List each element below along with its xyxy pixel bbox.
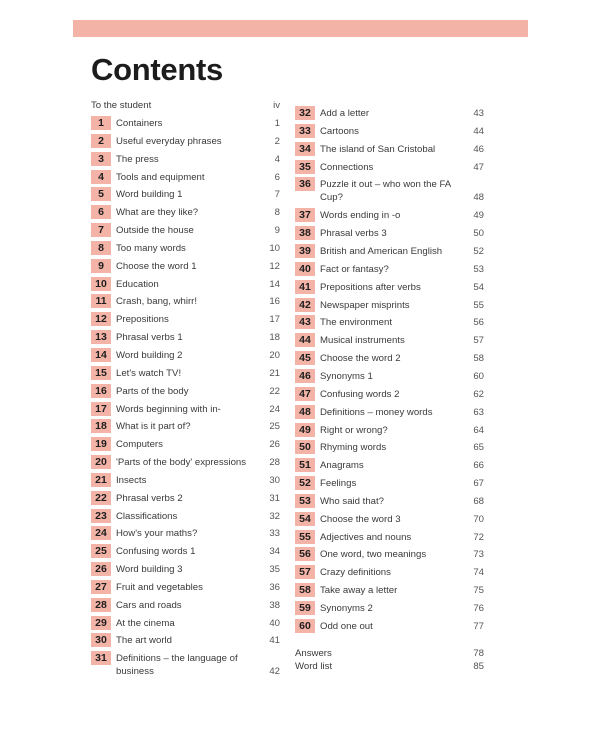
unit-title: The environment: [320, 317, 392, 329]
unit-title: Synonyms 1: [320, 370, 373, 382]
unit-title: Right or wrong?: [320, 424, 388, 436]
unit-page-number: 44: [473, 125, 484, 137]
unit-title: Odd one out: [320, 620, 373, 632]
unit-page-number: 6: [274, 171, 280, 183]
unit-entry[interactable]: [295, 242, 486, 260]
contents-column-right: [295, 104, 486, 635]
unit-number-badge: 15: [91, 366, 111, 380]
unit-page-number: 49: [473, 210, 484, 222]
unit-page-number: 42: [269, 666, 280, 678]
unit-entry[interactable]: [91, 560, 282, 578]
unit-page-number: 65: [473, 442, 484, 454]
unit-entry[interactable]: [91, 310, 282, 328]
contents-column-left: [91, 98, 282, 680]
unit-page-number: 48: [473, 192, 484, 204]
unit-title: How's your maths?: [116, 528, 198, 540]
unit-entry[interactable]: [295, 581, 486, 599]
unit-page-number: 53: [473, 263, 484, 275]
unit-number-badge: 12: [91, 312, 111, 326]
unit-entry[interactable]: [295, 158, 486, 176]
unit-number-badge: 38: [295, 226, 315, 240]
unit-number-badge: 40: [295, 262, 315, 276]
unit-entry[interactable]: [91, 417, 282, 435]
unit-page-number: 16: [269, 296, 280, 308]
unit-entry[interactable]: [295, 313, 486, 331]
unit-entry[interactable]: [91, 221, 282, 239]
unit-title: Prepositions: [116, 314, 169, 326]
unit-title: Tools and equipment: [116, 171, 205, 183]
unit-entry[interactable]: [295, 385, 486, 403]
unit-title: Phrasal verbs 2: [116, 492, 183, 504]
unit-title: At the cinema: [116, 617, 175, 629]
unit-number-badge: 3: [91, 152, 111, 166]
unit-page-number: 21: [269, 367, 280, 379]
unit-number-badge: 51: [295, 458, 315, 472]
unit-number-badge: 33: [295, 124, 315, 138]
unit-title: Choose the word 1: [116, 260, 197, 272]
unit-page-number: 33: [269, 528, 280, 540]
unit-entry[interactable]: [91, 524, 282, 542]
unit-page-number: 36: [269, 581, 280, 593]
unit-entry[interactable]: [295, 403, 486, 421]
unit-page-number: 76: [473, 602, 484, 614]
unit-page-number: 25: [269, 421, 280, 433]
unit-number-badge: 59: [295, 601, 315, 615]
unit-page-number: 72: [473, 531, 484, 543]
unit-page-number: 7: [274, 189, 280, 201]
unit-title: Confusing words 1: [116, 546, 196, 558]
unit-page-number: 17: [269, 314, 280, 326]
unit-title: Rhyming words: [320, 442, 387, 454]
entry-title: To the student: [91, 100, 152, 111]
unit-number-badge: 60: [295, 619, 315, 633]
unit-number-badge: 10: [91, 277, 111, 291]
unit-entry[interactable]: [295, 510, 486, 528]
unit-number-badge: 24: [91, 526, 111, 540]
unit-title: Too many words: [116, 242, 186, 254]
unit-number-badge: 39: [295, 244, 315, 258]
unit-number-badge: 55: [295, 530, 315, 544]
entry-title: Answers: [295, 648, 332, 659]
unit-page-number: 47: [473, 161, 484, 173]
unit-title: The art world: [116, 635, 172, 647]
unit-title: Computers: [116, 439, 163, 451]
unit-title: Let's watch TV!: [116, 367, 182, 379]
unit-page-number: 26: [269, 439, 280, 451]
unit-entry[interactable]: [91, 185, 282, 203]
unit-title: Anagrams: [320, 460, 364, 472]
unit-number-badge: 11: [91, 294, 111, 308]
unit-number-badge: 54: [295, 512, 315, 526]
unit-entry[interactable]: [91, 400, 282, 418]
unit-number-badge: 48: [295, 405, 315, 419]
unit-number-badge: 45: [295, 351, 315, 365]
unit-page-number: 1: [274, 118, 280, 129]
unit-number-badge: 57: [295, 565, 315, 579]
unit-entry[interactable]: [91, 150, 282, 168]
unit-entry[interactable]: [295, 331, 486, 349]
entry-page: 85: [473, 661, 484, 672]
unit-number-badge: 5: [91, 187, 111, 201]
unit-number-badge: 22: [91, 491, 111, 505]
unit-page-number: 9: [274, 225, 280, 237]
unit-number-badge: 50: [295, 440, 315, 454]
unit-page-number: 74: [473, 567, 484, 579]
unit-number-badge: 25: [91, 544, 111, 558]
unit-number-badge: 52: [295, 476, 315, 490]
unit-number-badge: 31: [91, 651, 111, 665]
unit-title: Who said that?: [320, 495, 384, 507]
unit-entry[interactable]: [91, 631, 282, 649]
unit-entry[interactable]: [295, 438, 486, 456]
unit-list-left: [91, 114, 282, 680]
unit-title: Parts of the body: [116, 385, 189, 397]
unit-page-number: 14: [269, 278, 280, 290]
unit-page-number: 2: [274, 135, 280, 147]
unit-entry[interactable]: [295, 140, 486, 158]
unit-entry[interactable]: [295, 367, 486, 385]
unit-title: Connections: [320, 161, 374, 173]
unit-page-number: 66: [473, 460, 484, 472]
unit-page-number: 70: [473, 513, 484, 525]
unit-page-number: 32: [269, 510, 280, 522]
unit-number-badge: 23: [91, 509, 111, 523]
unit-number-badge: 16: [91, 384, 111, 398]
unit-page-number: 18: [269, 332, 280, 344]
unit-number-badge: 14: [91, 348, 111, 362]
unit-page-number: 58: [473, 353, 484, 365]
unit-title: Cartoons: [320, 125, 359, 137]
unit-number-badge: 27: [91, 580, 111, 594]
unit-page-number: 4: [274, 153, 280, 165]
unit-entry[interactable]: [91, 453, 282, 471]
unit-title: Choose the word 2: [320, 353, 401, 365]
unit-number-badge: 21: [91, 473, 111, 487]
unit-entry[interactable]: [295, 206, 486, 224]
unit-number-badge: 8: [91, 241, 111, 255]
unit-page-number: 67: [473, 478, 484, 490]
unit-number-badge: 35: [295, 160, 315, 174]
unit-number-badge: 2: [91, 134, 111, 148]
back-matter: [295, 647, 486, 673]
unit-number-badge: 13: [91, 330, 111, 344]
unit-entry[interactable]: [91, 649, 282, 680]
unit-number-badge: 49: [295, 423, 315, 437]
unit-entry[interactable]: [295, 260, 486, 278]
unit-title: Take away a letter: [320, 585, 398, 597]
unit-page-number: 54: [473, 281, 484, 293]
unit-entry[interactable]: [91, 132, 282, 150]
unit-page-number: 8: [274, 207, 280, 219]
unit-page-number: 10: [269, 242, 280, 254]
unit-page-number: 38: [269, 599, 280, 611]
unit-page-number: 20: [269, 349, 280, 361]
unit-title: Words ending in -o: [320, 210, 401, 222]
unit-number-badge: 17: [91, 402, 111, 416]
unit-title: Synonyms 2: [320, 602, 373, 614]
unit-title: The press: [116, 153, 159, 165]
unit-entry[interactable]: [295, 617, 486, 635]
unit-number-badge: 28: [91, 598, 111, 612]
unit-entry[interactable]: [91, 328, 282, 346]
unit-number-badge: 9: [91, 259, 111, 273]
unit-number-badge: 20: [91, 455, 111, 469]
unit-number-badge: 44: [295, 333, 315, 347]
unit-page-number: 75: [473, 585, 484, 597]
unit-entry[interactable]: [91, 168, 282, 186]
unit-page-number: 24: [269, 403, 280, 415]
unit-title: Classifications: [116, 510, 178, 522]
unit-page-number: 31: [269, 492, 280, 504]
unit-title: Containers: [116, 118, 163, 129]
unit-page-number: 60: [473, 370, 484, 382]
unit-number-badge: 42: [295, 298, 315, 312]
unit-number-badge: 43: [295, 315, 315, 329]
unit-title: Word building 1: [116, 189, 183, 201]
unit-page-number: 52: [473, 246, 484, 258]
unit-page-number: 41: [269, 635, 280, 647]
unit-title: Fruit and vegetables: [116, 581, 203, 593]
back-matter-entry-answers[interactable]: [295, 647, 486, 660]
unit-entry[interactable]: [91, 614, 282, 632]
unit-number-badge: 29: [91, 616, 111, 630]
unit-page-number: 77: [473, 620, 484, 632]
unit-number-badge: 7: [91, 223, 111, 237]
unit-title: British and American English: [320, 246, 443, 258]
unit-entry[interactable]: [91, 435, 282, 453]
unit-entry[interactable]: [295, 122, 486, 140]
front-matter-entry[interactable]: [91, 98, 282, 114]
unit-number-badge: 41: [295, 280, 315, 294]
unit-page-number: 57: [473, 335, 484, 347]
unit-entry[interactable]: [295, 474, 486, 492]
unit-title: The island of San Cristobal: [320, 143, 436, 155]
unit-entry[interactable]: [295, 296, 486, 314]
unit-entry[interactable]: [295, 349, 486, 367]
page-title: Contents: [91, 52, 223, 87]
unit-number-badge: 32: [295, 106, 315, 120]
unit-entry[interactable]: [91, 292, 282, 310]
unit-title: Cars and roads: [116, 599, 182, 611]
unit-entry[interactable]: [295, 104, 486, 122]
unit-list-right: [295, 104, 486, 635]
unit-entry[interactable]: [91, 346, 282, 364]
unit-title: What are they like?: [116, 207, 199, 219]
unit-title: Outside the house: [116, 225, 194, 237]
unit-entry[interactable]: [295, 599, 486, 617]
unit-page-number: 12: [269, 260, 280, 272]
unit-entry[interactable]: [91, 257, 282, 275]
unit-number-badge: 34: [295, 142, 315, 156]
unit-title: Confusing words 2: [320, 388, 400, 400]
unit-entry[interactable]: [91, 275, 282, 293]
unit-title: Feelings: [320, 478, 357, 490]
entry-page: iv: [273, 100, 280, 111]
unit-entry[interactable]: [295, 421, 486, 439]
unit-title: Phrasal verbs 1: [116, 332, 183, 344]
unit-title: Puzzle it out – who won the FA Cup?: [320, 179, 451, 203]
unit-title: Newspaper misprints: [320, 299, 410, 311]
unit-title: Musical instruments: [320, 335, 405, 347]
unit-entry[interactable]: [91, 578, 282, 596]
unit-title: What is it part of?: [116, 421, 191, 433]
unit-number-badge: 58: [295, 583, 315, 597]
unit-title: Crash, bang, whirr!: [116, 296, 198, 308]
unit-page-number: 40: [269, 617, 280, 629]
unit-number-badge: 46: [295, 369, 315, 383]
unit-page-number: 46: [473, 143, 484, 155]
unit-title: Word building 2: [116, 349, 183, 361]
unit-title: Useful everyday phrases: [116, 135, 222, 147]
unit-page-number: 68: [473, 495, 484, 507]
entry-title: Word list: [295, 661, 333, 672]
unit-page-number: 63: [473, 406, 484, 418]
unit-entry[interactable]: [91, 203, 282, 221]
unit-page-number: 73: [473, 549, 484, 561]
unit-number-badge: 19: [91, 437, 111, 451]
unit-number-badge: 26: [91, 562, 111, 576]
unit-title: Definitions – money words: [320, 406, 433, 418]
unit-entry[interactable]: [295, 528, 486, 546]
unit-number-badge: 6: [91, 205, 111, 219]
unit-entry[interactable]: [91, 489, 282, 507]
unit-page-number: 56: [473, 317, 484, 329]
unit-entry[interactable]: [91, 596, 282, 614]
unit-title: Phrasal verbs 3: [320, 228, 387, 240]
unit-title: Education: [116, 278, 159, 290]
unit-number-badge: 4: [91, 170, 111, 184]
unit-page-number: 34: [269, 546, 280, 558]
unit-number-badge: 1: [91, 116, 111, 130]
unit-title: Word building 3: [116, 564, 183, 576]
unit-title: 'Parts of the body' expressions: [116, 457, 247, 469]
unit-entry[interactable]: [295, 492, 486, 510]
unit-title: Words beginning with in-: [116, 403, 221, 415]
unit-title: Definitions – the language of business: [116, 653, 238, 677]
unit-number-badge: 47: [295, 387, 315, 401]
unit-number-badge: 36: [295, 177, 315, 191]
unit-entry[interactable]: [295, 278, 486, 296]
unit-entry[interactable]: [295, 563, 486, 581]
unit-title: Adjectives and nouns: [320, 531, 412, 543]
unit-title: One word, two meanings: [320, 549, 427, 561]
unit-number-badge: 37: [295, 208, 315, 222]
unit-page-number: 35: [269, 564, 280, 576]
unit-title: Insects: [116, 474, 147, 486]
unit-page-number: 50: [473, 228, 484, 240]
unit-number-badge: 30: [91, 633, 111, 647]
unit-entry[interactable]: [91, 364, 282, 382]
unit-number-badge: 53: [295, 494, 315, 508]
unit-number-badge: 18: [91, 419, 111, 433]
unit-entry[interactable]: [91, 382, 282, 400]
unit-entry[interactable]: [91, 542, 282, 560]
unit-number-badge: 56: [295, 547, 315, 561]
unit-title: Crazy definitions: [320, 567, 391, 579]
unit-page-number: 28: [269, 457, 280, 469]
unit-entry[interactable]: [91, 471, 282, 489]
unit-title: Add a letter: [320, 108, 370, 119]
back-matter-entry-word-list[interactable]: [295, 660, 486, 673]
unit-page-number: 30: [269, 474, 280, 486]
unit-page-number: 43: [473, 108, 484, 119]
unit-entry[interactable]: [295, 456, 486, 474]
unit-title: Prepositions after verbs: [320, 281, 421, 293]
unit-page-number: 22: [269, 385, 280, 397]
unit-page-number: 64: [473, 424, 484, 436]
unit-entry[interactable]: [295, 545, 486, 563]
unit-entry[interactable]: [91, 239, 282, 257]
unit-entry[interactable]: [91, 114, 282, 132]
unit-page-number: 62: [473, 388, 484, 400]
unit-title: Choose the word 3: [320, 513, 401, 525]
unit-entry[interactable]: [91, 507, 282, 525]
unit-title: Fact or fantasy?: [320, 263, 389, 275]
unit-page-number: 55: [473, 299, 484, 311]
entry-page: 78: [473, 648, 484, 659]
header-color-band: [73, 20, 528, 37]
unit-entry[interactable]: [295, 175, 486, 206]
unit-entry[interactable]: [295, 224, 486, 242]
